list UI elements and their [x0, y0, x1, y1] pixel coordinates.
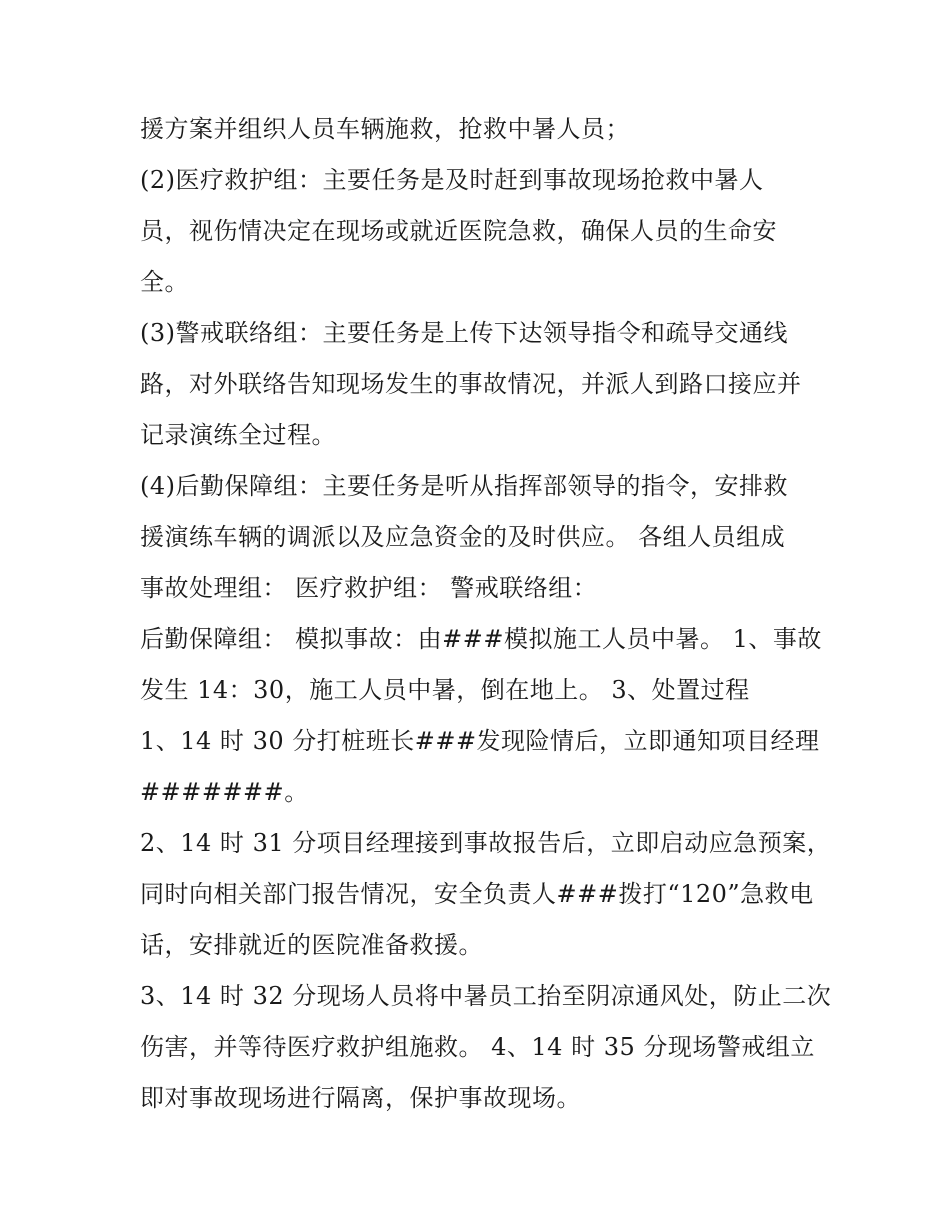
text-line-13: 1、14 时 30 分打桩班长###发现险情后，立即通知项目经理	[140, 727, 820, 755]
text-line-1: 援方案并组织人员车辆施救，抢救中暑人员；	[140, 115, 630, 143]
text-line-11: 后勤保障组： 模拟事故：由###模拟施工人员中暑。 1、事故	[140, 625, 822, 653]
text-line-14: #######。	[140, 778, 309, 806]
text-line-16: 同时向相关部门报告情况，安全负责人###拨打“120”急救电	[140, 880, 814, 908]
text-line-2: (2)医疗救护组：主要任务是及时赶到事故现场抢救中暑人	[140, 166, 764, 194]
text-line-15: 2、14 时 31 分项目经理接到事故报告后，立即启动应急预案，	[140, 829, 832, 857]
text-line-9: 援演练车辆的调派以及应急资金的及时供应。 各组人员组成	[140, 523, 786, 551]
text-line-7: 记录演练全过程。	[140, 421, 336, 449]
text-line-19: 伤害，并等待医疗救护组施救。 4、14 时 35 分现场警戒组立	[140, 1033, 815, 1061]
text-line-3: 员，视伤情决定在现场或就近医院急救，确保人员的生命安	[140, 217, 777, 245]
document-body	[140, 104, 830, 1124]
text-line-6: 路，对外联络告知现场发生的事故情况，并派人到路口接应并	[140, 370, 802, 398]
text-line-17: 话，安排就近的医院准备救援。	[140, 931, 483, 959]
text-line-8: (4)后勤保障组：主要任务是听从指挥部领导的指令，安排救	[140, 472, 788, 500]
text-line-12: 发生 14：30，施工人员中暑，倒在地上。 3、处置过程	[140, 676, 750, 704]
text-line-10: 事故处理组： 医疗救护组： 警戒联络组：	[140, 574, 598, 602]
text-line-20: 即对事故现场进行隔离，保护事故现场。	[140, 1084, 581, 1112]
text-line-4: 全。	[140, 268, 189, 296]
text-line-5: (3)警戒联络组：主要任务是上传下达领导指令和疏导交通线	[140, 319, 788, 347]
text-line-18: 3、14 时 32 分现场人员将中暑员工抬至阴凉通风处，防止二次	[140, 982, 832, 1010]
